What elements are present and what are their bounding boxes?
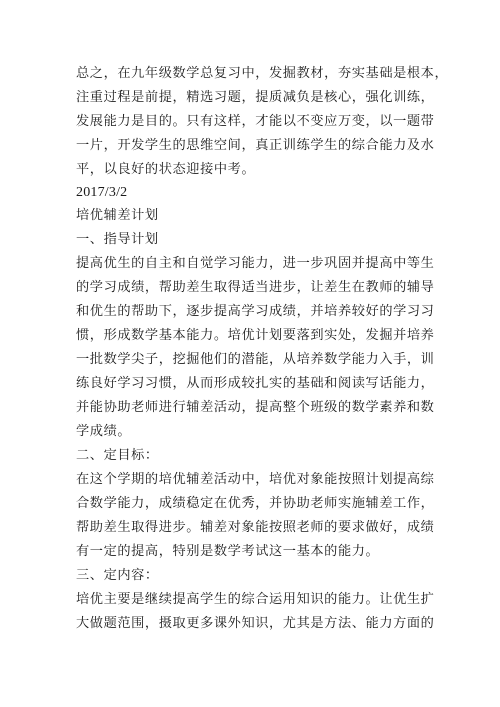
section-body-line: 学成绩。 (76, 424, 132, 439)
section-body-line: 大做题范围，摄取更多课外知识，尤其是方法、能力方面的 (76, 616, 435, 631)
section-body-line: 培优主要是继续提高学生的综合运用知识的能力。让优生扩 (76, 592, 435, 607)
section-body-line: 合数学能力，成绩稳定在优秀，并协助老师实施辅差工作， (76, 496, 435, 511)
section-body-line: 惯，形成数学基本能力。培优计划要落到实处，发掘并培养 (76, 328, 435, 343)
section-heading: 一、指导计划 (76, 232, 159, 247)
section-body-line: 和优生的帮助下，逐步提高学习成绩，并培养较好的学习习 (76, 304, 435, 319)
section-body-line: 的学习成绩，帮助差生取得适当进步，让差生在教师的辅导 (76, 280, 435, 295)
summary-line: 总之，在九年级数学总复习中，发掘教材，夯实基础是根本， (76, 66, 449, 81)
section-body-line: 有一定的提高，特别是数学考试这一基本的能力。 (76, 544, 380, 559)
section-body-line: 提高优生的自主和自觉学习能力，进一步巩固并提高中等生 (76, 256, 435, 271)
section-body-line: 并能协助老师进行辅差活动，提高整个班级的数学素养和数 (76, 400, 435, 415)
section-body-line: 在这个学期的培优辅差活动中，培优对象能按照计划提高综 (76, 472, 435, 487)
summary-line: 平，以良好的状态迎接中考。 (76, 162, 256, 177)
section-heading: 二、定目标： (76, 448, 159, 463)
section-body-line: 一批数学尖子，挖掘他们的潜能，从培养数学能力入手，训 (76, 352, 435, 367)
section-body-line: 练良好学习习惯，从而形成较扎实的基础和阅读写话能力， (76, 376, 435, 391)
section-body-line: 帮助差生取得进步。辅差对象能按照老师的要求做好，成绩 (76, 520, 435, 535)
document-date: 2017/3/2 (76, 185, 128, 200)
summary-line: 发展能力是目的。只有这样，才能以不变应万变，以一题带 (76, 114, 435, 129)
document-title: 培优辅差计划 (76, 208, 159, 223)
section-heading: 三、定内容： (76, 568, 159, 583)
summary-line: 注重过程是前提，精选习题，提质减负是核心，强化训练， (76, 90, 435, 105)
summary-line: 一片，开发学生的思维空间，真正训练学生的综合能力及水 (76, 138, 435, 153)
